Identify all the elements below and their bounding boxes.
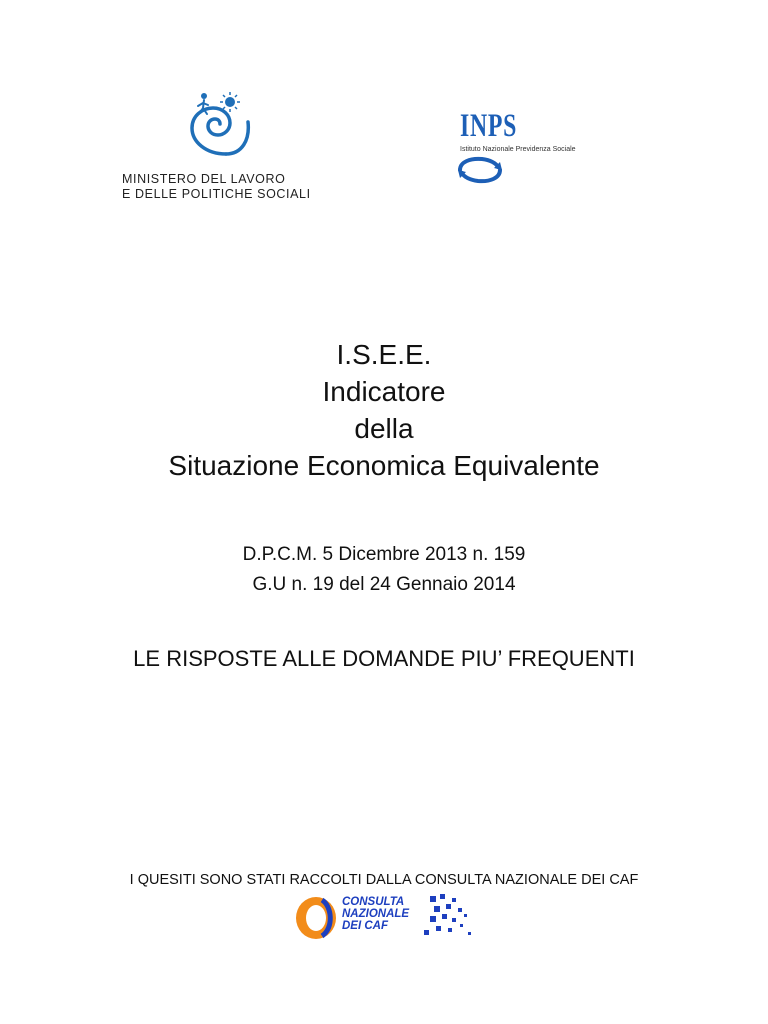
title-line-2: Indicatore [322, 376, 446, 407]
inps-arrows-logo-icon [456, 156, 504, 184]
inps-subtitle: Istituto Nazionale Previdenza Sociale [460, 146, 576, 153]
caf-line-1: CONSULTA [342, 896, 405, 908]
credit-line: I QUESITI SONO STATI RACCOLTI DALLA CONSULTA NAZIONALE DEI CAF [129, 872, 639, 888]
consulta-caf-logo [292, 892, 477, 944]
title-line-3: della [354, 413, 414, 444]
faq-heading: LE RISPOSTE ALLE DOMANDE PIU’ FREQUENTI [133, 646, 635, 671]
decree-line-1: D.P.C.M. 5 Dicembre 2013 n. 159 [242, 544, 526, 565]
ministero-spiral-logo-icon [186, 92, 266, 166]
title-line-1: I.S.E.E. [336, 339, 432, 370]
ministero-logo [118, 92, 318, 204]
title-line-4: Situazione Economica Equivalente [168, 450, 600, 481]
caf-line-3: DEI CAF [342, 920, 388, 932]
caf-line-2: NAZIONALE [342, 908, 410, 920]
decree-reference [0, 540, 768, 600]
ministero-line-1: MINISTERO DEL LAVORO [122, 172, 286, 186]
consulta-caf-name [342, 896, 409, 932]
inps-logo [456, 108, 606, 188]
ministero-line-2: E DELLE POLITICHE SOCIALI [122, 187, 311, 201]
ministero-name [122, 172, 311, 202]
document-title [0, 336, 768, 484]
decree-line-2: G.U n. 19 del 24 Gennaio 2014 [252, 574, 516, 595]
inps-name: INPS [460, 108, 518, 144]
